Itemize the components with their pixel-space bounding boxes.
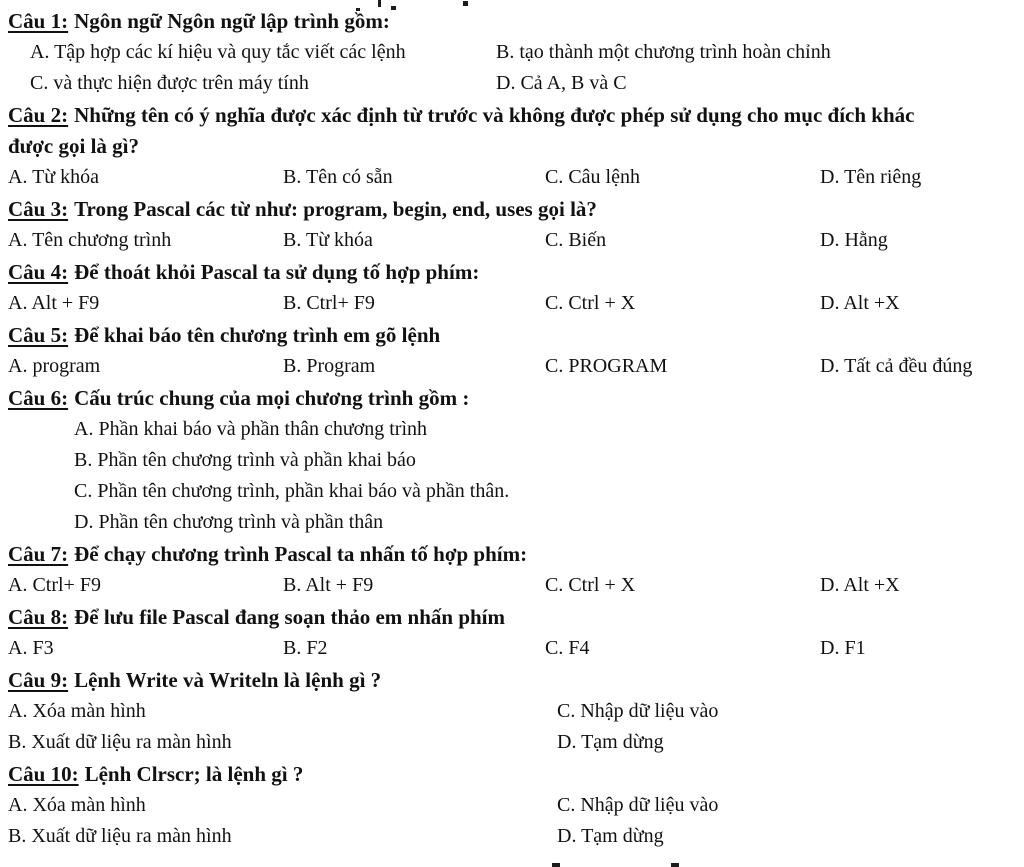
question-3-options-row	[8, 225, 1018, 256]
option-8-d: D. F1	[820, 637, 866, 659]
option-2-a: A. Từ khóa	[8, 166, 100, 188]
option-3-b: B. Từ khóa	[283, 229, 373, 251]
question-4	[8, 257, 1018, 319]
option-6-a: A. Phần khai báo và phần thân chương trình	[74, 418, 428, 440]
option-1-c: C. và thực hiện được trên máy tính	[30, 72, 309, 94]
question-10-options-row-2	[8, 821, 1018, 852]
option-6-d: D. Phần tên chương trình và phần thân	[74, 511, 384, 533]
option-1-d: D. Cả A, B và C	[496, 72, 627, 94]
question-10-header	[8, 759, 1018, 790]
question-9-text: Lệnh Write và Writeln là lệnh gì ?	[74, 668, 382, 692]
question-10-label: Câu 10:	[8, 762, 79, 786]
cut-off-text-fragment	[671, 863, 679, 867]
option-9-b: B. Xuất dữ liệu ra màn hình	[8, 731, 232, 753]
cut-off-text-fragment	[552, 863, 560, 867]
option-3-a: A. Tên chương trình	[8, 229, 172, 251]
question-9	[8, 665, 1018, 758]
option-4-d: D. Alt +X	[820, 292, 900, 314]
question-9-options-row-1	[8, 696, 1018, 727]
question-2	[8, 100, 1018, 193]
question-4-options-row	[8, 288, 1018, 319]
question-8-header	[8, 602, 1018, 633]
question-7-text: Để chạy chương trình Pascal ta nhấn tố hợp phím:	[74, 542, 528, 566]
question-5-options-row	[8, 351, 1018, 382]
question-7-label: Câu 7:	[8, 542, 69, 566]
question-10-text: Lệnh Clrscr; là lệnh gì ?	[84, 762, 304, 786]
question-9-header	[8, 665, 1018, 696]
option-2-c: C. Câu lệnh	[545, 166, 640, 188]
question-6-label: Câu 6:	[8, 386, 69, 410]
option-6-c: C. Phần tên chương trình, phần khai báo và phần thân.	[74, 480, 510, 502]
question-5-label: Câu 5:	[8, 323, 69, 347]
question-9-label: Câu 9:	[8, 668, 69, 692]
option-1-a: A. Tập hợp các kí hiệu và quy tắc viết các lệnh	[30, 41, 406, 63]
question-4-header	[8, 257, 1018, 288]
question-6-header	[8, 383, 1018, 414]
option-3-c: C. Biến	[545, 229, 607, 251]
option-2-b: B. Tên có sẵn	[283, 166, 393, 188]
question-2-text-line2: được gọi là gì?	[8, 134, 139, 158]
question-10	[8, 759, 1018, 852]
question-10-options-row-1	[8, 790, 1018, 821]
option-8-c: C. F4	[545, 637, 590, 659]
option-3-d: D. Hằng	[820, 229, 888, 251]
question-2-options-row	[8, 162, 1018, 193]
question-5-header	[8, 320, 1018, 351]
question-2-label: Câu 2:	[8, 103, 69, 127]
question-1-label: Câu 1:	[8, 9, 69, 33]
question-3-header	[8, 194, 1018, 225]
option-9-c: C. Nhập dữ liệu vào	[557, 700, 719, 722]
question-3-text: Trong Pascal các từ như: program, begin, end, uses gọi là?	[74, 197, 597, 221]
question-2-header	[8, 100, 1018, 131]
question-4-text: Để thoát khỏi Pascal ta sử dụng tố hợp phím:	[74, 260, 480, 284]
option-1-b: B. tạo thành một chương trình hoàn chỉnh	[496, 41, 831, 63]
question-7	[8, 539, 1018, 601]
question-5	[8, 320, 1018, 382]
question-8-options-row	[8, 633, 1018, 664]
option-9-d: D. Tạm dừng	[557, 731, 664, 753]
question-6	[8, 383, 1018, 538]
option-8-b: B. F2	[283, 637, 328, 659]
question-7-options-row	[8, 570, 1018, 601]
question-1-options-row-2	[8, 68, 1018, 99]
question-4-label: Câu 4:	[8, 260, 69, 284]
question-1-options-row-1	[8, 37, 1018, 68]
question-8	[8, 602, 1018, 664]
option-9-a: A. Xóa màn hình	[8, 700, 146, 722]
question-2-text: Những tên có ý nghĩa được xác định từ trước và không được phép sử dụng cho mục đích khác	[74, 103, 915, 127]
option-10-a: A. Xóa màn hình	[8, 794, 146, 816]
option-6-b: B. Phần tên chương trình và phần khai báo	[74, 449, 416, 471]
option-4-b: B. Ctrl+ F9	[283, 292, 375, 314]
option-4-c: C. Ctrl + X	[545, 292, 636, 314]
question-3-label: Câu 3:	[8, 197, 69, 221]
question-8-label: Câu 8:	[8, 605, 69, 629]
option-7-d: D. Alt +X	[820, 574, 900, 596]
question-6-text: Cấu trúc chung của mọi chương trình gồm :	[74, 386, 470, 410]
option-5-d: D. Tất cả đều đúng	[820, 355, 973, 377]
option-2-d: D. Tên riêng	[820, 166, 922, 188]
option-4-a: A. Alt + F9	[8, 292, 100, 314]
option-10-c: C. Nhập dữ liệu vào	[557, 794, 719, 816]
option-5-c: C. PROGRAM	[545, 355, 668, 377]
question-8-text: Để lưu file Pascal đang soạn thảo em nhấn phím	[74, 605, 506, 629]
option-5-a: A. program	[8, 355, 101, 377]
option-8-a: A. F3	[8, 637, 54, 659]
option-10-b: B. Xuất dữ liệu ra màn hình	[8, 825, 232, 847]
question-7-header	[8, 539, 1018, 570]
option-7-a: A. Ctrl+ F9	[8, 574, 101, 596]
question-9-options-row-2	[8, 727, 1018, 758]
option-5-b: B. Program	[283, 355, 376, 377]
question-3	[8, 194, 1018, 256]
question-1-header	[8, 6, 1018, 37]
option-7-b: B. Alt + F9	[283, 574, 374, 596]
question-5-text: Để khai báo tên chương trình em gõ lệnh	[74, 323, 441, 347]
question-1-text: Ngôn ngữ Ngôn ngữ lập trình gồm:	[74, 9, 390, 33]
question-1	[8, 6, 1018, 99]
option-7-c: C. Ctrl + X	[545, 574, 636, 596]
option-10-d: D. Tạm dừng	[557, 825, 664, 847]
